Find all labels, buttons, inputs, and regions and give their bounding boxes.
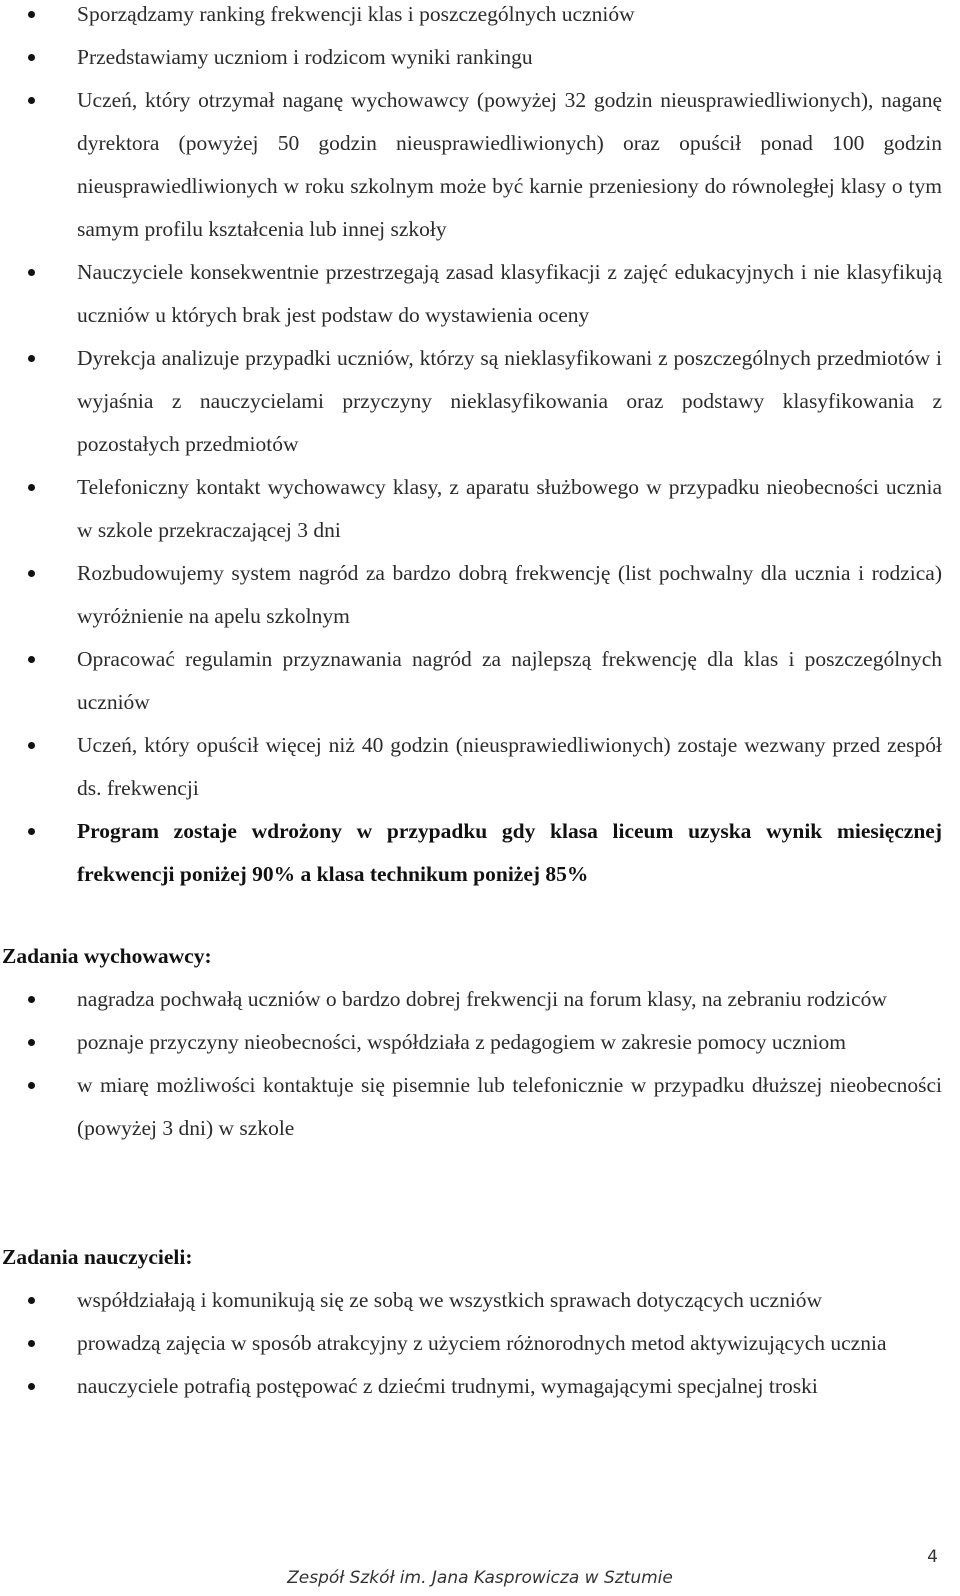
list-item: Telefoniczny kontakt wychowawcy klasy, z aparatu służbowego w przypadku nieobecności ucznia w szkole przekraczającej 3 dni [0, 466, 960, 552]
list-item: nagradza pochwałą uczniów o bardzo dobrej frekwencji na forum klasy, na zebraniu rodziców [0, 978, 960, 1021]
list-item: Uczeń, który otrzymał naganę wychowawcy (powyżej 32 godzin nieusprawiedliwionych), naganę dyrektora (powyżej 50 godzin nieusprawiedliwionych) oraz opuścił ponad 100 godzin nieusprawiedliwionych w roku szkolnym może być karnie przeniesiony do równoległej klasy o tym samym profilu kształcenia lub innej szkoły [0, 79, 960, 251]
list-item: Rozbudowujemy system nagród za bardzo dobrą frekwencję (list pochwalny dla ucznia i rodzica) wyróżnienie na apelu szkolnym [0, 552, 960, 638]
wychowawca-tasks-list [0, 978, 960, 1150]
page-number: 4 [927, 1547, 938, 1567]
section-heading-wychowawca: Zadania wychowawcy: [2, 944, 212, 968]
list-item: poznaje przyczyny nieobecności, współdziała z pedagogiem w zakresie pomocy uczniom [0, 1021, 960, 1064]
list-item: nauczyciele potrafią postępować z dziećmi trudnymi, wymagającymi specjalnej troski [0, 1365, 960, 1408]
list-item-bold: Program zostaje wdrożony w przypadku gdy klasa liceum uzyska wynik miesięcznej frekwencji poniżej 90% a klasa technikum poniżej 85% [0, 810, 960, 896]
list-item: prowadzą zajęcia w sposób atrakcyjny z użyciem różnorodnych metod aktywizujących ucznia [0, 1322, 960, 1365]
list-item: Nauczyciele konsekwentnie przestrzegają zasad klasyfikacji z zajęć edukacyjnych i nie klasyfikują uczniów u których brak jest podstaw do wystawienia oceny [0, 251, 960, 337]
list-item: współdziałają i komunikują się ze sobą we wszystkich sprawach dotyczących uczniów [0, 1279, 960, 1322]
list-item: Dyrekcja analizuje przypadki uczniów, którzy są nieklasyfikowani z poszczególnych przedmiotów i wyjaśnia z nauczycielami przyczyny nieklasyfikowania oraz podstawy klasyfikowania z pozostałych przedmiotów [0, 337, 960, 466]
section-heading-nauczyciele: Zadania nauczycieli: [2, 1245, 193, 1269]
list-item: Uczeń, który opuścił więcej niż 40 godzin (nieusprawiedliwionych) zostaje wezwany przed zespół ds. frekwencji [0, 724, 960, 810]
page-footer: Zespół Szkół im. Jana Kasprowicza w Sztumie [287, 1568, 673, 1588]
nauczyciele-tasks-list [0, 1279, 960, 1408]
list-item: w miarę możliwości kontaktuje się pisemnie lub telefonicznie w przypadku dłuższej nieobecności (powyżej 3 dni) w szkole [0, 1064, 960, 1150]
list-item: Sporządzamy ranking frekwencji klas i poszczególnych uczniów [0, 0, 960, 36]
list-item: Opracować regulamin przyznawania nagród za najlepszą frekwencję dla klas i poszczególnych uczniów [0, 638, 960, 724]
list-item: Przedstawiamy uczniom i rodzicom wyniki rankingu [0, 36, 960, 79]
